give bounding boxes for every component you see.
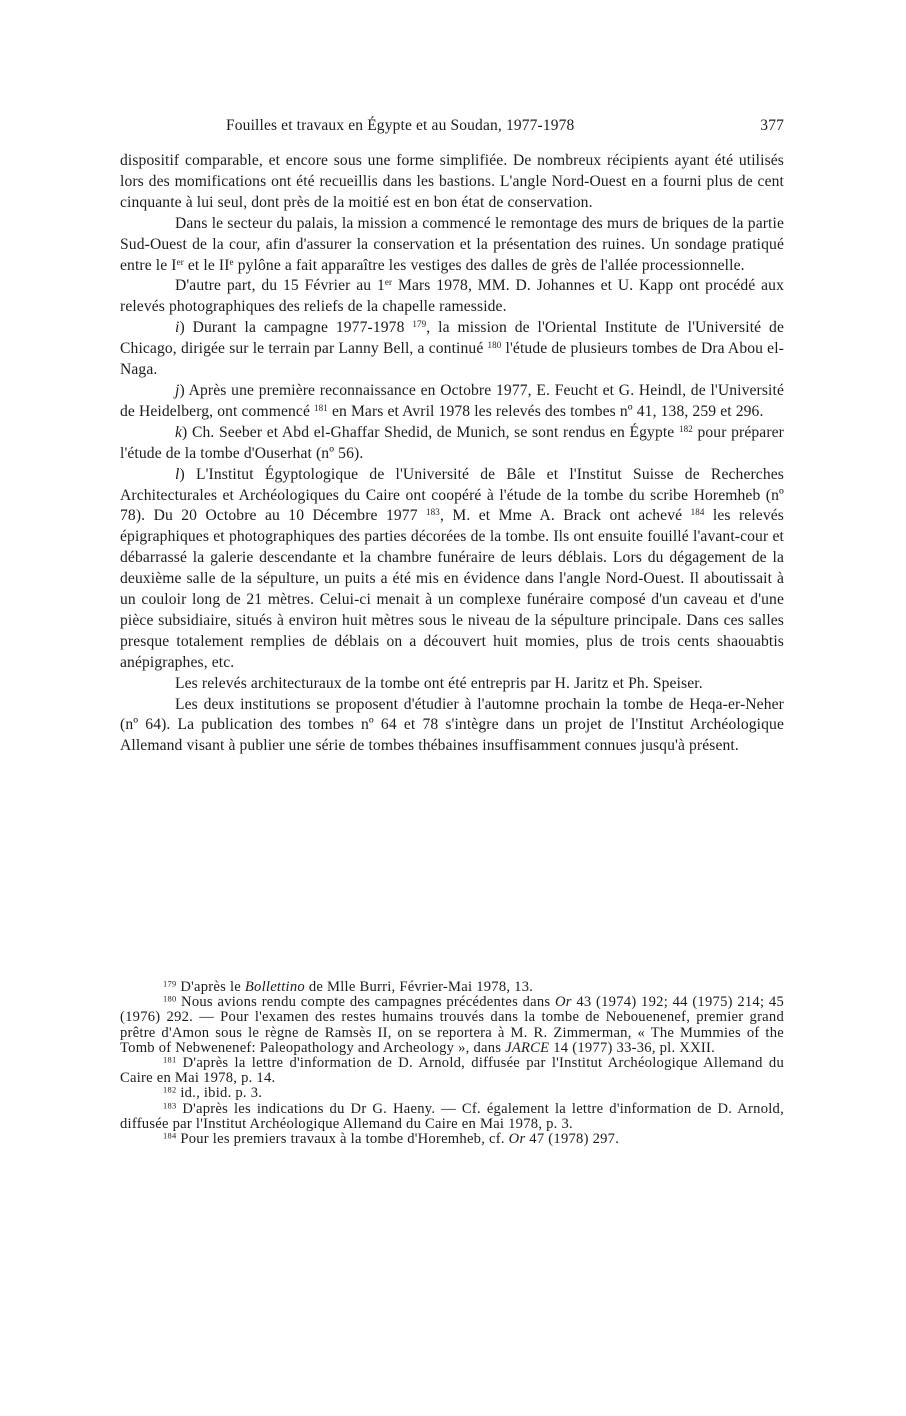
- text-run: Pour les premiers travaux à la tombe d'Horemheb, cf.: [176, 1131, 509, 1148]
- footnote-number: 180: [163, 993, 177, 1004]
- footnote-number: 181: [163, 1054, 177, 1065]
- text-run: ) Ch. Seeber et Abd el-Ghaffar Shedid, de Munich, se sont rendus en Égypte: [182, 423, 679, 441]
- paragraph-architecture: [120, 674, 784, 695]
- paragraph-continued: [120, 151, 784, 214]
- paragraph-k: [120, 423, 784, 465]
- running-title: Fouilles et travaux en Égypte et au Soudan, 1977-1978: [226, 117, 575, 134]
- italic-title: Or: [554, 994, 572, 1011]
- text-run: Nous avions rendu compte des campagnes précédentes dans: [176, 994, 555, 1011]
- text-run: ) Après une première reconnaissance en Octobre 1977, E. Feucht et G. Heindl, de l'Université de Heidelberg, ont commencé: [120, 381, 784, 420]
- paragraph-i: [120, 318, 784, 381]
- text-run: ) Durant la campagne 1977-1978: [179, 319, 413, 337]
- footnote-number: 182: [163, 1084, 177, 1095]
- item-letter: l: [175, 465, 180, 483]
- paragraph-releves: [120, 276, 784, 318]
- page-number: 377: [760, 117, 784, 134]
- text-run: et le II: [183, 256, 230, 274]
- footnote-184: [120, 1132, 784, 1147]
- footnote-ref: 183: [426, 507, 440, 518]
- text-run: D'après la lettre d'information de D. Arnold, diffusée par l'Institut Archéologique Allemand du Caire en Mai 1978, p. 14.: [120, 1055, 784, 1087]
- paragraph-l: [120, 465, 784, 674]
- item-letter: k: [175, 423, 183, 441]
- text-run: pour préparer l'étude de la tombe d'Ouserhat (nº 56).: [120, 423, 784, 462]
- footnote-ref: 181: [314, 402, 328, 413]
- footnote-182: [120, 1086, 784, 1101]
- italic-title: Or: [508, 1131, 526, 1148]
- text-run: de Mlle Burri, Février-Mai 1978, 13.: [304, 979, 534, 995]
- footnote-number: 179: [163, 978, 177, 989]
- item-letter: i: [175, 319, 180, 337]
- text-run: 14 (1977) 33-36, pl. XXII.: [549, 1039, 715, 1056]
- footnote-181: [120, 1056, 784, 1086]
- superscript: e: [229, 256, 234, 267]
- text-run: id., ibid. p. 3.: [176, 1085, 263, 1102]
- footnote-ref: 182: [678, 423, 693, 434]
- paragraph-palais: [120, 214, 784, 277]
- text-run: Les deux institutions se proposent d'étudier à l'automne prochain la tombe de Heqa-er-Neher (nº 64). La publication des tombes nº 64 et 78 s'intègre dans un projet de l'Institut Archéologique Allemand visant à publier une série de tombes thébaines insuffisamment connues jusqu'à présent.: [120, 695, 784, 755]
- footnote-ref: 180: [487, 340, 502, 351]
- text-run: D'après les indications du Dr G. Haeny. — Cf. également la lettre d'information de D. Arnold, diffusée par l'Institut Archéologique Allemand du Caire en Mai 1978, p. 3.: [120, 1100, 784, 1132]
- paragraph-j: [120, 381, 784, 423]
- item-letter: j: [175, 381, 180, 399]
- text-run: Dans le secteur du palais, la mission a commencé le remontage des murs de briques de la partie Sud-Ouest de la cour, afin d'assurer la conservation et la présentation des ruines. Un sondage pratiqué entre le I: [120, 214, 784, 274]
- footnote-number: 184: [163, 1130, 177, 1141]
- footnote-180: [120, 995, 784, 1056]
- footnote-number: 183: [163, 1099, 177, 1110]
- text-run: Les relevés architecturaux de la tombe ont été entrepris par H. Jaritz et Ph. Speiser.: [175, 674, 703, 692]
- text-run: dispositif comparable, et encore sous une forme simplifiée. De nombreux récipients ayant été utilisés lors des momifications ont été recueillis dans les bastions. L'angle Nord-Ouest en a fourni plus de cent cinquante à lui seul, dont près de la moitié est en bon état de conservation.: [120, 152, 784, 211]
- text-run: D'après le: [176, 979, 245, 995]
- text-run: les relevés épigraphiques et photographiques des parties décorées de la tombe. Ils ont ensuite fouillé l'avant-cour et débarrassé la galerie descendante et la chambre funéraire de leurs déblais. Lors du dégagement de la deuxième salle de la sépulture, un puits a été mis en évidence dans l'angle Nord-Ouest. Il aboutissait à un couloir long de 21 mètres. Celui-ci menait à un complexe funéraire composé d'un caveau et d'une pièce subsidiaire, situés à environ huit mètres sous le niveau de la sépulture principale. Dans ces salles presque totalement remplies de déblais on a découvert huit momies, plus de trois cents shaouabtis anépigraphes, etc.: [120, 507, 784, 671]
- superscript: er: [176, 256, 184, 267]
- italic-title: JARCE: [505, 1039, 550, 1056]
- text-run: l'étude de plusieurs tombes de Dra Abou el-Naga.: [120, 340, 784, 379]
- text-run: pylône a fait apparaître les vestiges des dalles de grès de l'allée processionnelle.: [233, 256, 745, 274]
- footnotes: [120, 980, 784, 1147]
- body-text: [120, 151, 784, 757]
- italic-title: Bollettino: [244, 979, 305, 995]
- text-run: D'autre part, du 15 Février au 1: [175, 277, 385, 295]
- footnote-179: [120, 980, 784, 995]
- text-run: , M. et Mme A. Brack ont achevé: [439, 507, 691, 525]
- text-run: ) L'Institut Égyptologique de l'Université de Bâle et l'Institut Suisse de Recherches Architecturales et Archéologiques du Caire ont coopéré à l'étude de la tombe du scribe Horemheb (nº 78). Du 20 Octobre au 10 Décembre 1977: [120, 465, 784, 525]
- text-run: Mars 1978, MM. D. Johannes et U. Kapp ont procédé aux relevés photographiques des reliefs de la chapelle ramesside.: [120, 277, 784, 316]
- text-run: , la mission de l'Oriental Institute de l'Université de Chicago, dirigée sur le terrain par Lanny Bell, a continué: [120, 319, 785, 358]
- text-run: 43 (1974) 192; 44 (1975) 214; 45 (1976) 292. — Pour l'examen des restes humains trouvés dans la tombe de Nebouenenef, premier grand prêtre d'Amon sous le règne de Ramsès II, on se reportera à M. R. Zimmerman, « The Mummies of the Tomb of Nebwenenef: Paleopathology and Archeology », dans: [120, 994, 784, 1056]
- footnote-ref: 179: [412, 319, 427, 330]
- superscript: er: [384, 277, 393, 288]
- running-header: [226, 117, 784, 139]
- footnote-183: [120, 1099, 784, 1132]
- text-run: en Mars et Avril 1978 les relevés des tombes nº 41, 138, 259 et 296.: [327, 402, 764, 420]
- text-run: 47 (1978) 297.: [525, 1131, 620, 1148]
- footnote-ref: 184: [690, 507, 705, 518]
- paragraph-institutions: [120, 695, 784, 758]
